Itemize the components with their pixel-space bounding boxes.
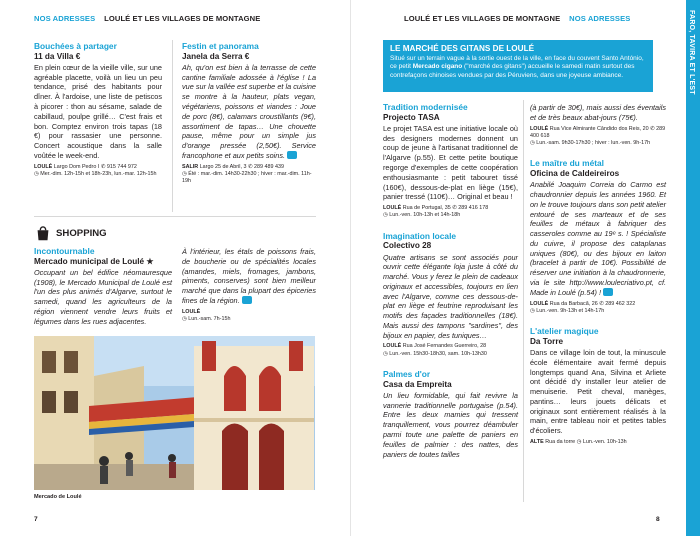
header-section: NOS ADRESSES <box>569 14 631 23</box>
venue-address: LOULÉ Rua da Barbacã, 26 ✆ 289 462 322 ◷ Lun.-ven. 9h-13h et 14h-17h <box>530 300 636 314</box>
clock-icon: ◷ <box>182 170 187 177</box>
venue-address: LOULÉ ◷ Lun.-sam. 7h-15h <box>182 308 231 322</box>
info-tag-icon <box>242 296 252 304</box>
venue-name: Projecto TASA <box>383 112 440 122</box>
photo-caption: Mercado de Loulé <box>34 494 82 500</box>
rubric: Incontournable <box>34 246 95 256</box>
header-title: LOULÉ ET LES VILLAGES DE MONTAGNE <box>104 14 261 23</box>
venue-description: Un lieu formidable, qui fait revivre la vannerie traditionnelle portugaise (p.54). Entre les deux mamies qui tressent tranquillement, vous pourrez déambuler parmi toute une palette de paniers en feuilles de palmier : des nattes, des paniers de toutes tailles <box>383 390 518 459</box>
shopping-bag-icon <box>34 224 52 242</box>
running-header-right <box>404 14 630 23</box>
venue-description: Le projet TASA est une initiative locale où des designers modernes donnent un coup de jeune à l'artisanat traditionnel de l'Algarve (p.55). Et cette petite boutique regorge d'exemples de cette coopération enthousiasmante : petit tabouret tissé (160€), dessous-de-plat en liège (15€), panier tressé (110€)… Original et beau ! <box>383 123 518 202</box>
clock-icon: ◷ <box>383 212 388 219</box>
venue-description: Occupant un bel édifice néomauresque (1908), le Mercado Municipal de Loulé est l'un des plus animés d'Algarve, surtout le samedi, quand les agriculteurs de la région viennent vendre leurs fruits et légumes dans les rues adjacentes. <box>34 267 172 326</box>
market-photo <box>34 336 315 490</box>
box-text: Situé sur un terrain vague à la sortie ouest de la ville, en face du couvent Santo António, ce petit Mercado cigano ("marché des gitans") accueille le samedi matin surtout des contrefaçons chinoises vendues par des Péruviens, dans une joyeuse ambiance. <box>390 55 644 79</box>
rubric: Tradition modernisée <box>383 102 468 112</box>
venue-description: En plein cœur de la vieille ville, sur une agréable placette, voilà un lieu un peu tendance, prisé des habitants pour dîner. À l'ardoise, une liste de petiscos à picorer : thon au sésame, salade de cabillaud, poulpe grillé… C'est frais et bon. Comptez environ trois tapas (18 €) pour rassasier une personne. Concert acoustique dans la salle voûtée le week-end. <box>34 62 162 160</box>
venue-description: (à partir de 30€), mais aussi des éventails et de très beaux abat-jours (75€). <box>530 103 666 122</box>
header-section: NOS ADRESSES <box>34 14 96 23</box>
venue-address: SALIR Largo 25 de Abril, 3 ✆ 289 489 439 ◷ Été : mar.-dim. 14h30-22h30 ; hiver : mar.-dim. 11h-19h <box>182 163 312 185</box>
venue-address: LOULÉ Largo Dom Pedro I ✆ 915 744 972 ◷ Mer.-dim. 12h-15h et 18h-23h, lun.-mar. 12h-15h <box>34 163 157 177</box>
venue-address: LOULÉ Rua Vice Almirante Cândido dos Reis, 20 ✆ 289 400 618 ◷ Lun.-sam. 9h30-17h30 ; hiver : lun.-ven. 9h-17h <box>530 125 666 147</box>
page-number-right: 8 <box>656 516 660 523</box>
column-divider <box>172 40 173 212</box>
info-tag-icon <box>603 288 613 296</box>
box-title: LE MARCHÉ DES GITANS DE LOULÉ <box>390 44 535 53</box>
right-column-1 <box>383 103 518 459</box>
venue-name: Oficina de Caldeireiros <box>530 169 620 179</box>
right-column-2 <box>530 103 666 446</box>
side-tab[interactable] <box>686 0 700 536</box>
gypsy-market-box <box>383 40 653 92</box>
venue-description: Dans ce village loin de tout, la minuscule école élémentaire avait fermé depuis longtemps quand Ana, Silvina et Arliete ont décidé d'y installer leur atelier de menuiserie. Petit cheval, manèges, pantins… leurs jouets délicats et originaux sont entièrement réalisés à la main, entre tableau noir et petites tables d'écoliers. <box>530 348 666 436</box>
phone-icon: ✆ <box>452 205 457 212</box>
side-tab-label: FARO, TAVIRA ET L'EST <box>688 10 695 95</box>
phone-icon: ✆ <box>650 125 655 132</box>
venue-description: Anabilé Joaquim Correia do Carmo est chaudronnier depuis les années 1960. Et on le trouve toujours dans son petit atelier entouré de ses marteaux et de ses feuilles de métaux à fabriquer des casseroles comme au 19ᵉ s. ! Spécialiste du cuivre, il propose des cataplanas uniques (80€), ou des bijoux en laiton (bracelet à partir de 10€). Possibilité de réserver une initiation à la chaudronnerie, via le site http://www.loulecriativo.pt, cf. Made in Loulé (p.54) ! <box>530 180 666 297</box>
venue-name: Casa da Empreita <box>383 379 452 389</box>
rubric: Festin et panorama <box>182 41 259 51</box>
rubric: L'atelier magique <box>530 326 599 337</box>
venue-description: Quatre artisans se sont associés pour ouvrir cette élégante loja juste à côté du marché. Vous y ferez le plein de cadeaux originaux et accessibles, toujours en lien avec l'Algarve, comme ces dessous-de-plat en liège et feutrine reproduisant les motifs des façades traditionnelles (18€). Mais aussi des tampons "sardines", des bijoux en papier, des tuniques… <box>383 252 518 340</box>
running-header-left <box>34 14 260 23</box>
clock-icon: ◷ <box>530 307 535 314</box>
section-divider <box>34 216 316 217</box>
venue-description: À l'intérieur, les étals de poissons frais, de boucherie ou de spécialités locales (amandes, miels, fromages, jambons, piments, conserves) sont bien meilleur marché que dans la plupart des épiceries fines de la région. <box>182 247 316 305</box>
entry-mercado-municipal <box>34 247 172 327</box>
info-tag-icon <box>287 151 297 159</box>
shopping-header <box>34 224 107 242</box>
clock-icon: ◷ <box>576 438 582 445</box>
venue-address: LOULÉ Rua José Fernandes Guerreiro, 28 ◷ Lun.-ven. 15h30-18h30, sam. 10h-13h30 <box>383 343 487 357</box>
phone-icon: ✆ <box>100 163 106 170</box>
venue-description: Ah, qu'on est bien à la terrasse de cette cantine familiale adossée à l'église ! La vue sur la vallée est superbe et la cuisine se montre à la hauteur, plats vegan, végétariens, poissons et viandes : Joue de porc (8€), calamars croustillants (9€), assortiment de tapas… Une chouette pause, même pour un simple jus d'orange pressée (2,50€). Service francophone et aux petits soins. <box>182 62 316 160</box>
venue-name: Colectivo 28 <box>383 241 432 251</box>
entry-11-da-villa <box>34 42 162 178</box>
clock-icon: ◷ <box>34 170 39 177</box>
phone-icon: ✆ <box>247 163 253 170</box>
venue-name: 11 da Villa € <box>34 51 81 61</box>
shopping-label: SHOPPING <box>56 227 107 239</box>
venue-address: LOULÉ Rua de Portugal, 35 ✆ 289 416 178 ◷ Lun.-ven. 10h-13h et 14h-18h <box>383 205 489 219</box>
phone-icon: ✆ <box>599 300 604 307</box>
venue-name: Janela da Serra € <box>182 51 250 61</box>
page-number-left: 7 <box>34 516 38 523</box>
venue-name: Mercado municipal de Loulé ★ <box>34 256 154 266</box>
venue-name: Da Torre <box>530 336 564 346</box>
column-divider <box>523 100 524 502</box>
header-title: LOULÉ ET LES VILLAGES DE MONTAGNE <box>404 14 561 23</box>
entry-janela-da-serra <box>182 42 316 185</box>
rubric: Palmes d'or <box>383 369 431 380</box>
venue-address: ALTE Rua da torre ◷ Lun.-ven. 10h-13h <box>530 438 627 445</box>
rubric: Le maître du métal <box>530 158 605 169</box>
clock-icon: ◷ <box>530 140 535 147</box>
clock-icon: ◷ <box>383 350 388 357</box>
rubric: Bouchées à partager <box>34 41 117 51</box>
rubric: Imagination locale <box>383 230 457 241</box>
entry-mercado-continued <box>182 247 316 323</box>
clock-icon: ◷ <box>182 315 187 322</box>
